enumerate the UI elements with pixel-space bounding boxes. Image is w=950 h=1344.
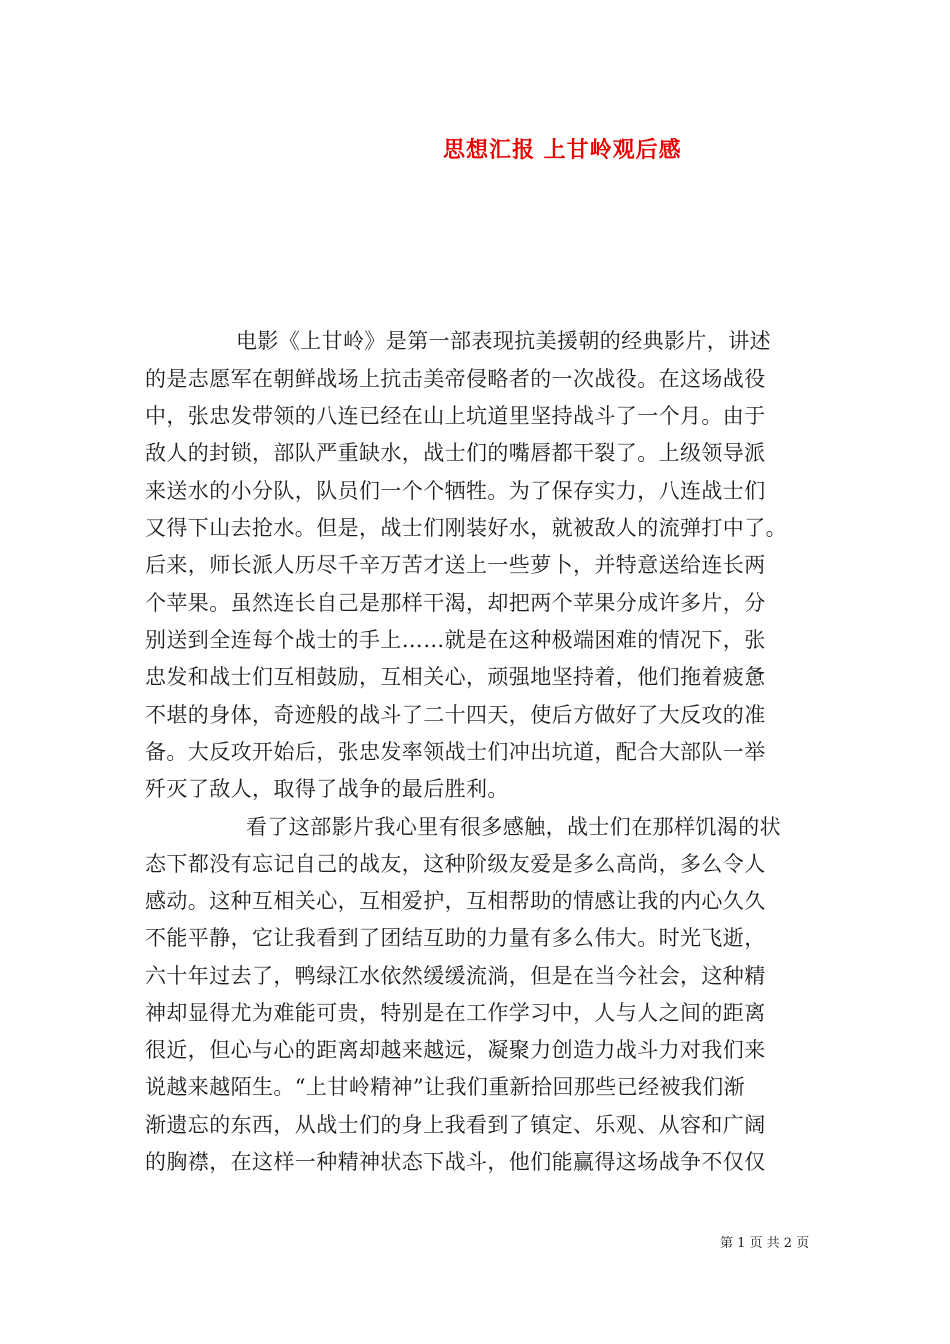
text-line: 别送到全连每个战士的手上……就是在这种极端困难的情况下，张 [145,628,766,652]
text-line: 很近，但心与心的距离却越来越远，凝聚力创造力战斗力对我们来 [145,1038,766,1062]
text-line: 个苹果。虽然连长自己是那样干渴，却把两个苹果分成许多片，分 [145,591,766,615]
text-line: 的胸襟，在这样一种精神状态下战斗，他们能赢得这场战争不仅仅 [145,1150,766,1174]
text-line: 感动。这种互相关心，互相爱护，互相帮助的情感让我的内心久久 [145,889,766,913]
text-line: 后来，师长派人历尽千辛万苦才送上一些萝卜，并特意送给连长两 [145,553,766,577]
page-number-footer: 第 1 页 共 2 页 [720,1236,810,1251]
text-line: 中，张忠发带领的八连已经在山上坑道里坚持战斗了一个月。由于 [145,404,766,428]
text-line: 又得下山去抢水。但是，战士们刚装好水，就被敌人的流弹打中了。 [145,516,787,540]
text-line: 备。大反攻开始后，张忠发率领战士们冲出坑道，配合大部队一举 [145,740,766,764]
text-line: 看了这部影片我心里有很多感触，战士们在那样饥渴的状 [246,815,781,839]
text-line: 敌人的封锁，部队严重缺水，战士们的嘴唇都干裂了。上级领导派 [145,441,766,465]
text-line: 电影《上甘岭》是第一部表现抗美援朝的经典影片，讲述 [236,329,771,353]
text-line: 渐遗忘的东西，从战士们的身上我看到了镇定、乐观、从容和广阔 [145,1113,766,1137]
document-title: 思想汇报 上甘岭观后感 [443,137,682,163]
text-line: 歼灭了敌人，取得了战争的最后胜利。 [145,777,509,801]
text-line: 的是志愿军在朝鲜战场上抗击美帝侵略者的一次战役。在这场战役 [145,367,766,391]
text-line: 不能平静，它让我看到了团结互助的力量有多么伟大。时光飞逝， [145,926,766,950]
text-line: 六十年过去了，鸭绿江水依然缓缓流淌，但是在当今社会，这种精 [145,964,766,988]
text-line: 神却显得尤为难能可贵，特别是在工作学习中，人与人之间的距离 [145,1001,766,1025]
text-line: 说越来越陌生。“上甘岭精神”让我们重新拾回那些已经被我们渐 [145,1075,746,1099]
text-line: 忠发和战士们互相鼓励，互相关心，顽强地坚持着，他们拖着疲惫 [145,665,766,689]
text-line: 来送水的小分队，队员们一个个牺牲。为了保存实力，八连战士们 [145,479,766,503]
text-line: 不堪的身体，奇迹般的战斗了二十四天，使后方做好了大反攻的准 [145,703,766,727]
text-line: 态下都没有忘记自己的战友，这种阶级友爱是多么高尚，多么令人 [145,852,766,876]
